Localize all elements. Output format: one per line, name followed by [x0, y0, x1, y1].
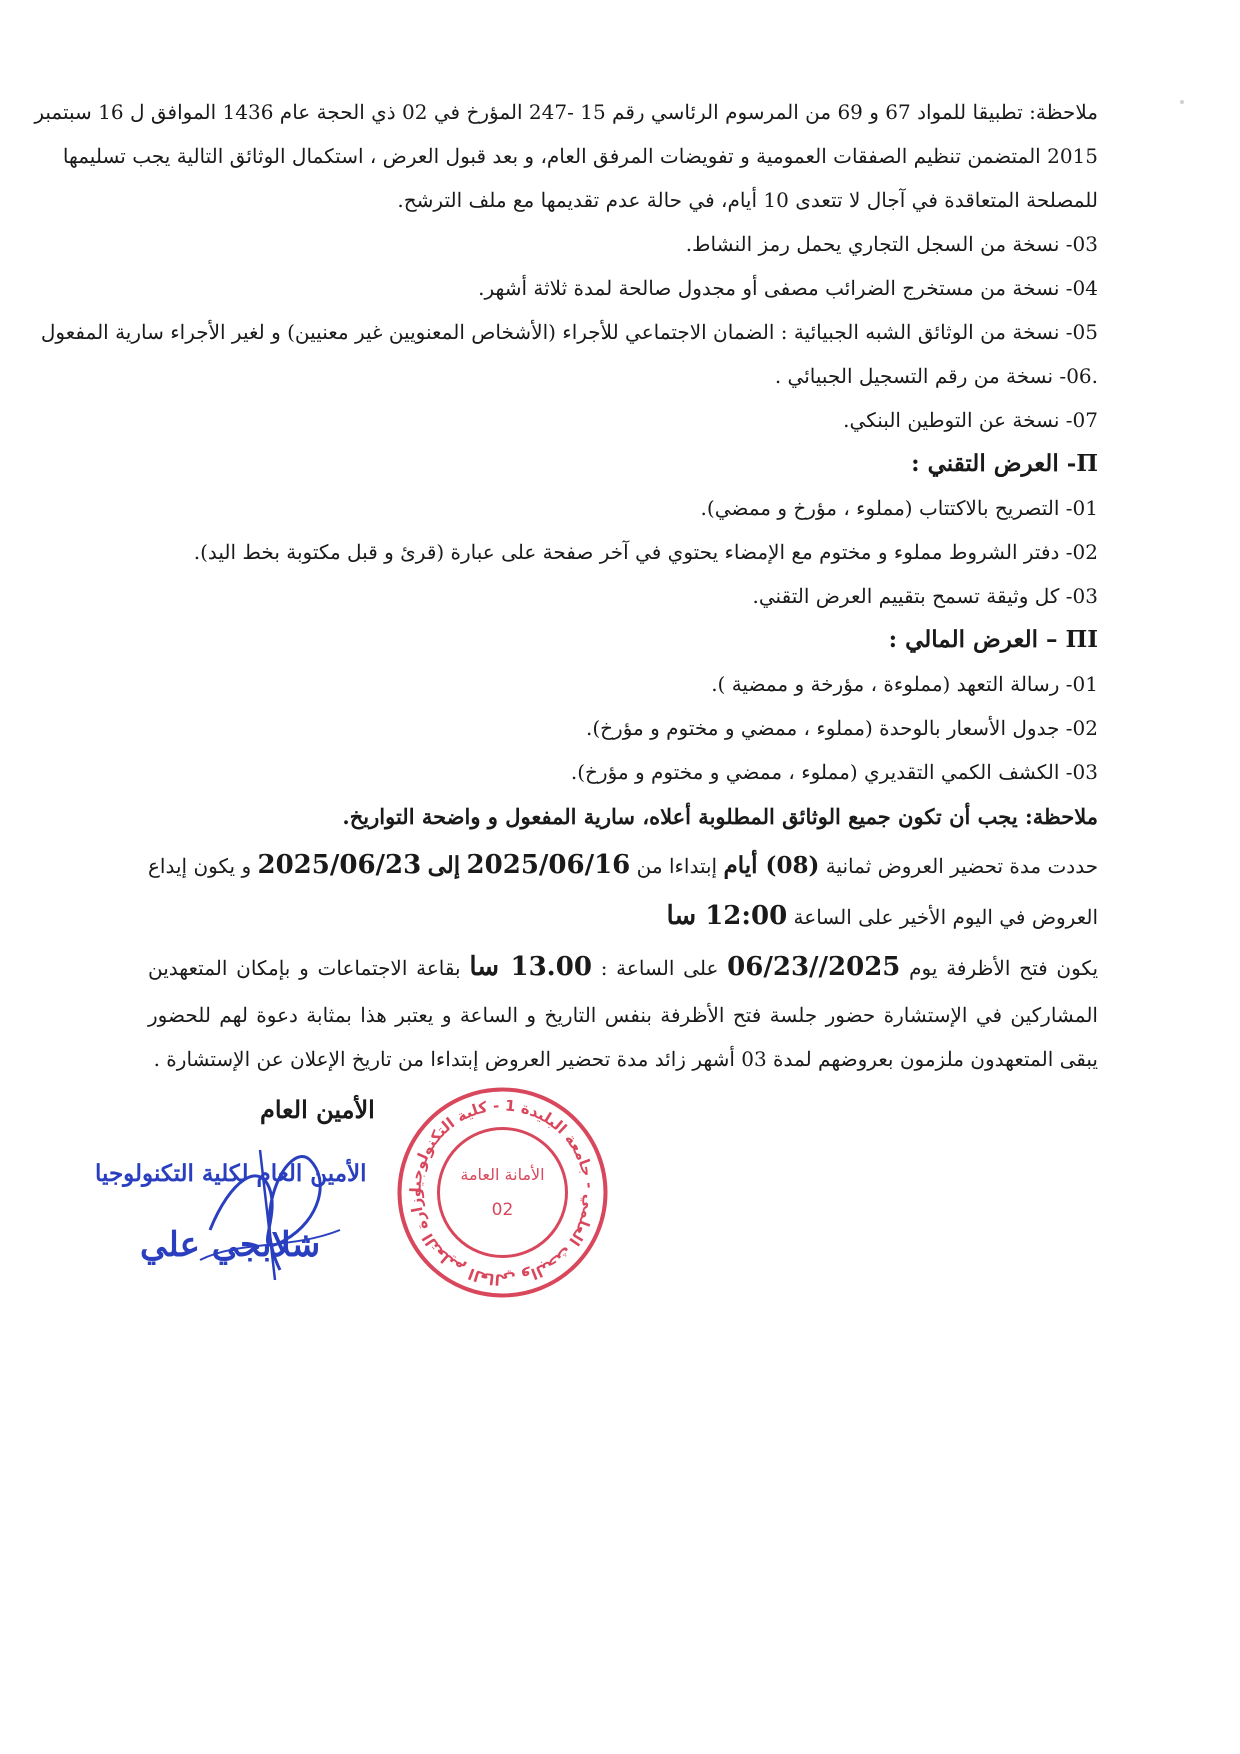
deadline-line-2: [148, 891, 1098, 942]
seal-ring-text: وزارة التعليم العالي والبحث العلمي - جامعة البليدة 1 - كلية التكنولوجيا: [406, 1096, 599, 1289]
financial-item-03: 03- الكشف الكمي التقديري (مملوء ، ممضي و مختوم و مؤرخ).: [570, 760, 1098, 784]
deadline-days: (08) أيام: [723, 852, 820, 879]
deadline-text-a: حددت مدة تحضير العروض ثمانية: [825, 854, 1099, 878]
financial-offer-heading: ΠΙ – العرض المالي :: [888, 626, 1098, 653]
opening-time: 13.00 سا: [469, 952, 592, 982]
signature-title: الأمين العام: [260, 1095, 375, 1124]
doc-item-04: 04- نسخة من مستخرج الضرائب مصفى أو مجدول صالحة لمدة ثلاثة أشهر.: [478, 276, 1098, 300]
validity-note-label: ملاحظة:: [1025, 804, 1098, 829]
opening-line-2: المشاركين في الإستشارة حضور جلسة فتح الأظرفة بنفس التاريخ و الساعة و يعتبر هذا بمثابة دعوة لهم للحضور: [148, 1003, 1098, 1027]
signature-stamp-text: الأمين العام لكلية التكنولوجيا: [95, 1160, 367, 1187]
seal-center-label: الأمانة العامة: [460, 1165, 545, 1184]
validity-note: [148, 794, 1098, 840]
doc-item-07: 07- نسخة عن التوطين البنكي.: [843, 408, 1098, 432]
technical-item-01: 01- التصريح بالاكتتاب (مملوء ، مؤرخ و ممضي).: [700, 496, 1098, 520]
technical-offer-heading: Π- العرض التقني :: [911, 450, 1098, 477]
opening-line-3: يبقى المتعهدون ملزمون بعروضهم لمدة 03 أشهر زائد مدة تحضير العروض إبتداءا من تاريخ الإعلان عن الإستشارة .: [153, 1047, 1098, 1071]
intro-line-1: ملاحظة: تطبيقا للمواد 67 و 69 من المرسوم الرئاسي رقم 15 -247 المؤرخ في 02 ذي الحجة عام 1436 الموافق ل 16 سبتمبر: [34, 100, 1098, 124]
deadline-text-d: العروض في اليوم الأخير على الساعة: [793, 905, 1098, 929]
opening-text-c: بقاعة الاجتماعات و بإمكان المتعهدين: [148, 956, 461, 980]
opening-text-a: يكون فتح الأظرفة يوم: [909, 956, 1099, 980]
technical-item-03: 03- كل وثيقة تسمح بتقييم العرض التقني.: [752, 584, 1098, 608]
intro-line-3: للمصلحة المتعاقدة في آجال لا تتعدى 10 أيام، في حالة عدم تقديمها مع ملف الترشح.: [397, 188, 1098, 212]
opening-line-1: [148, 942, 1098, 993]
technical-item-02: 02- دفتر الشروط مملوء و مختوم مع الإمضاء يحتوي في آخر صفحة على عبارة (قرئ و قبل مكتوبة بخط اليد).: [193, 540, 1098, 564]
doc-item-03: 03- نسخة من السجل التجاري يحمل رمز النشاط.: [685, 232, 1098, 256]
deadline-to-word: إلى: [427, 852, 461, 879]
validity-note-text: يجب أن تكون جميع الوثائق المطلوبة أعلاه، سارية المفعول و واضحة التواريخ.: [342, 804, 1018, 829]
intro-line-2: 2015 المتضمن تنظيم الصفقات العمومية و تفويضات المرفق العام، و بعد قبول العرض ، استكمال الوثائق التالية يجب تسليمها: [62, 144, 1098, 168]
deadline-to-date: 2025/06/23: [257, 850, 422, 880]
seal-number: 02: [491, 1200, 514, 1220]
deadline-line-1: [148, 840, 1098, 891]
opening-date: 2025//06/23: [727, 952, 901, 982]
financial-item-02: 02- جدول الأسعار بالوحدة (مملوء ، ممضي و مختوم و مؤرخ).: [585, 716, 1098, 740]
scan-speck: [1180, 100, 1184, 104]
opening-text-b: على الساعة :: [600, 956, 719, 980]
signatory-name: شلابجي علي: [140, 1225, 321, 1265]
financial-item-01: 01- رسالة التعهد (مملوءة ، مؤرخة و ممضية ).: [711, 672, 1098, 696]
deadline-text-c: و يكون إيداع: [148, 854, 252, 878]
doc-item-06: .06- نسخة من رقم التسجيل الجبيائي .: [774, 364, 1098, 388]
deadline-text-b: إبتداءا من: [636, 854, 718, 878]
deadline-time: 12:00 سا: [666, 901, 788, 931]
doc-item-05: 05- نسخة من الوثائق الشبه الجبيائية : الضمان الاجتماعي للأجراء (الأشخاص المعنويين غير معنيين) و لغير الأجراء سارية المفعول: [40, 320, 1098, 344]
deadline-from-date: 2025/06/16: [466, 850, 631, 880]
official-seal: [395, 1085, 610, 1300]
handwritten-signature: [190, 1120, 350, 1290]
document-body: [34, 90, 1099, 1081]
